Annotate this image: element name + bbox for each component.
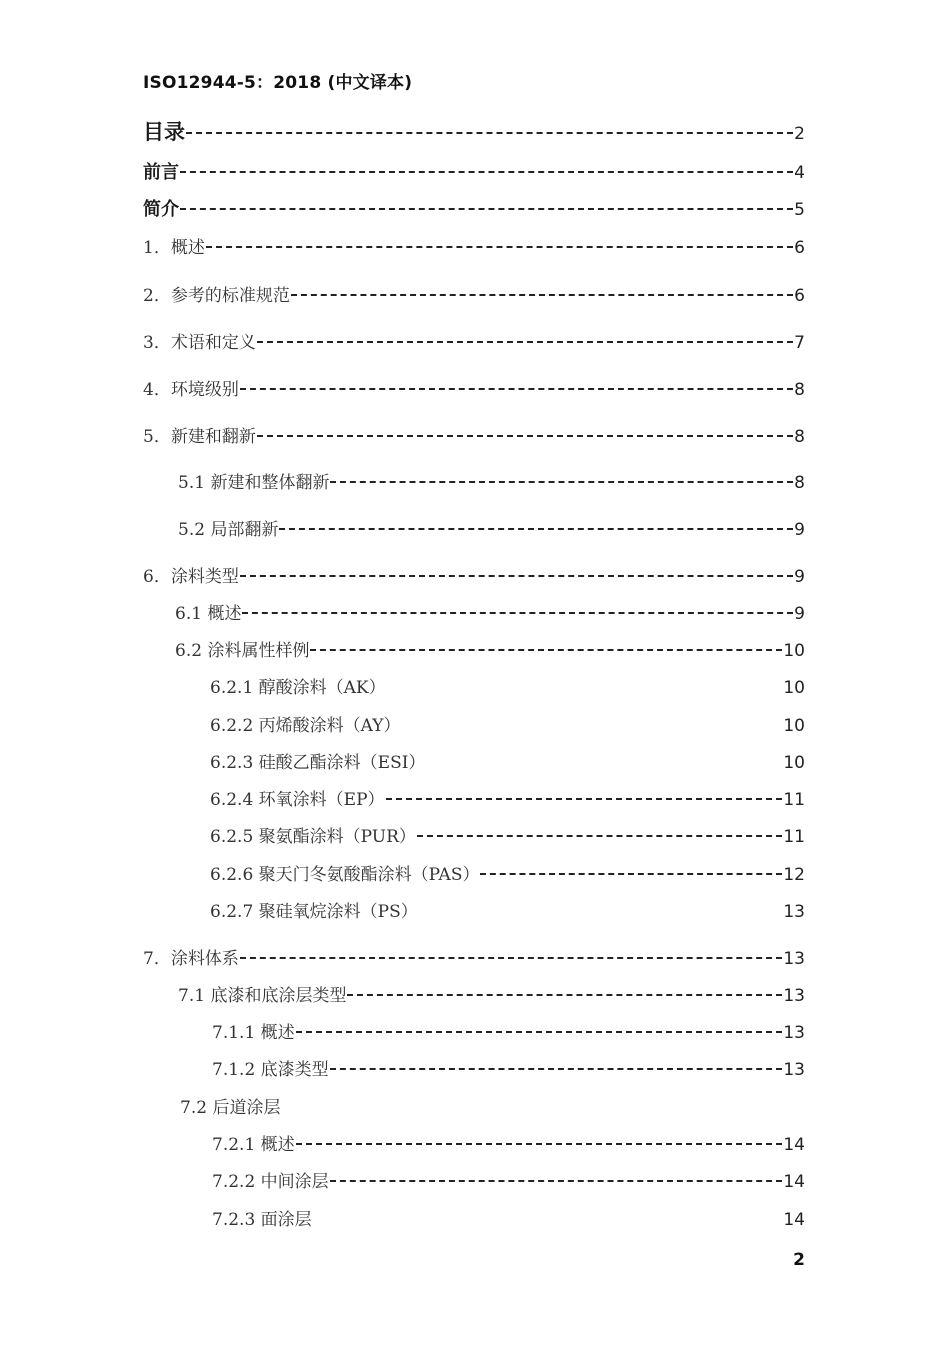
dot-leader	[330, 1180, 783, 1182]
toc-entry-page: 13	[783, 902, 805, 922]
toc-entry-title: 6.2.4 环氧涂料（EP）	[210, 790, 385, 810]
toc-entry[interactable]	[210, 897, 805, 923]
toc-entry-title: 1．概述	[143, 238, 205, 258]
toc-entry[interactable]	[143, 195, 805, 221]
toc-entry-title: 简介	[143, 199, 179, 220]
toc-entry-title: 6.2.7 聚硅氧烷涂料（PS）	[210, 902, 418, 922]
toc-entry-title: 7.1.1 概述	[212, 1023, 295, 1043]
toc-entry-page: 14	[783, 1135, 805, 1155]
toc-entry-title: 3．术语和定义	[143, 333, 256, 353]
page-number: 2	[793, 1250, 805, 1270]
toc-entry-page: 11	[783, 827, 805, 847]
toc-entry[interactable]	[210, 860, 805, 886]
toc-entry-title: 6.2.1 醇酸涂料（AK）	[210, 678, 386, 698]
toc-entry[interactable]	[210, 748, 805, 774]
dot-leader	[257, 435, 793, 437]
toc-entry[interactable]	[143, 422, 805, 448]
toc-entry[interactable]	[143, 158, 805, 184]
toc-entry-page: 9	[794, 520, 805, 540]
toc-entry[interactable]	[143, 233, 805, 259]
toc-entry[interactable]	[143, 281, 805, 307]
toc-entry-title: 6.2.6 聚天门冬氨酸酯涂料（PAS）	[210, 865, 480, 885]
toc-entry-title: 4．环境级别	[143, 380, 239, 400]
toc-entry-page: 14	[783, 1210, 805, 1230]
dot-leader	[180, 208, 793, 210]
dot-leader	[417, 835, 782, 837]
toc-entry[interactable]	[178, 981, 805, 1007]
toc-entry-page: 2	[794, 124, 805, 144]
toc-entry-page: 6	[794, 286, 805, 306]
toc-entry-page: 8	[794, 427, 805, 447]
toc-entry[interactable]	[175, 636, 805, 662]
toc-entry-title: 7．涂料体系	[143, 949, 239, 969]
toc-entry[interactable]	[210, 711, 805, 737]
dot-leader	[257, 341, 793, 343]
dot-leader	[386, 798, 783, 800]
toc-entry-page: 14	[783, 1172, 805, 1192]
toc-entry-title: 2．参考的标准规范	[143, 286, 290, 306]
dot-leader	[240, 575, 793, 577]
dot-leader	[347, 994, 782, 996]
toc-entry-page: 10	[783, 753, 805, 773]
toc-entry-title: 7.1.2 底漆类型	[212, 1060, 329, 1080]
toc-entry-page: 12	[783, 865, 805, 885]
dot-leader	[240, 388, 793, 390]
toc-entry-title: 7.2.3 面涂层	[212, 1210, 312, 1230]
dot-leader	[330, 481, 793, 483]
toc-entry-page: 13	[783, 1060, 805, 1080]
toc-entry-title: 6．涂料类型	[143, 567, 239, 587]
toc-entry-page: 9	[794, 567, 805, 587]
document-header: ISO12944-5：2018 (中文译本)	[143, 73, 413, 93]
toc-entry-title: 7.1 底漆和底涂层类型	[178, 986, 347, 1006]
toc-entry-page: 13	[783, 1023, 805, 1043]
dot-leader	[291, 294, 793, 296]
dot-leader	[206, 246, 793, 248]
toc-entry-title: 7.2.2 中间涂层	[212, 1172, 329, 1192]
toc-entry-page: 4	[794, 163, 805, 183]
toc-entry-page: 8	[794, 380, 805, 400]
toc-entry-title: 6.1 概述	[175, 604, 242, 624]
toc-entry-title: 6.2 涂料属性样例	[175, 641, 310, 661]
dot-leader	[330, 1068, 783, 1070]
toc-entry[interactable]	[212, 1205, 805, 1231]
toc-entry-title: 7.2.1 概述	[212, 1135, 295, 1155]
toc-entry[interactable]	[212, 1130, 805, 1156]
toc-entry[interactable]	[210, 673, 805, 699]
toc-entry[interactable]	[143, 328, 805, 354]
toc-entry[interactable]	[180, 1093, 805, 1119]
dot-leader	[296, 1031, 783, 1033]
dot-leader	[480, 873, 782, 875]
toc-entry-title: 前言	[143, 162, 179, 183]
dot-leader	[240, 957, 783, 959]
toc-entry[interactable]	[143, 375, 805, 401]
toc-entry[interactable]	[143, 944, 805, 970]
toc-entry-title: 6.2.2 丙烯酸涂料（AY）	[210, 716, 401, 736]
toc-entry-page: 13	[783, 986, 805, 1006]
toc-entry-title: 目录	[143, 120, 185, 144]
toc-entry-title: 6.2.5 聚氨酯涂料（PUR）	[210, 827, 416, 847]
toc-entry-title: 5.2 局部翻新	[178, 520, 279, 540]
toc-entry[interactable]	[143, 116, 805, 142]
dot-leader	[242, 612, 793, 614]
toc-entry[interactable]	[143, 562, 805, 588]
toc-entry-page: 10	[783, 716, 805, 736]
toc-entry-page: 7	[794, 333, 805, 353]
toc-entry-page: 8	[794, 473, 805, 493]
dot-leader	[296, 1143, 783, 1145]
toc-entry[interactable]	[212, 1055, 805, 1081]
toc-entry[interactable]	[210, 822, 805, 848]
dot-leader	[186, 132, 793, 134]
toc-entry[interactable]	[175, 599, 805, 625]
toc-entry[interactable]	[178, 515, 805, 541]
toc-entry[interactable]	[212, 1167, 805, 1193]
toc-entry-title: 5．新建和翻新	[143, 427, 256, 447]
toc-entry-page: 5	[794, 200, 805, 220]
dot-leader	[180, 171, 793, 173]
toc-entry-page: 10	[783, 641, 805, 661]
toc-entry-title: 7.2 后道涂层	[180, 1098, 281, 1118]
toc-entry-page: 6	[794, 238, 805, 258]
toc-entry[interactable]	[210, 785, 805, 811]
toc-entry-title: 5.1 新建和整体翻新	[178, 473, 330, 493]
toc-entry-page: 9	[794, 604, 805, 624]
toc-entry[interactable]	[212, 1018, 805, 1044]
toc-entry-page: 10	[783, 678, 805, 698]
toc-entry-page: 11	[783, 790, 805, 810]
dot-leader	[279, 528, 793, 530]
toc-entry[interactable]	[178, 468, 805, 494]
toc-entry-page: 13	[783, 949, 805, 969]
dot-leader	[310, 649, 782, 651]
toc-entry-title: 6.2.3 硅酸乙酯涂料（ESI）	[210, 753, 426, 773]
